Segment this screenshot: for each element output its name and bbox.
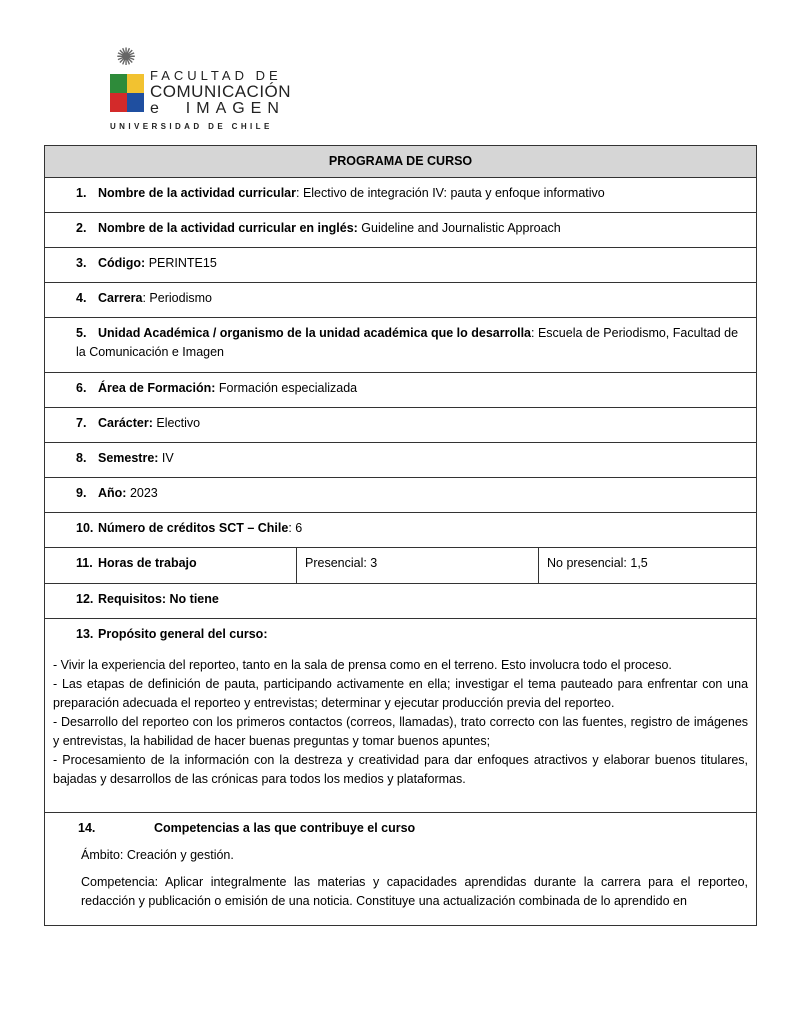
table-row — [45, 478, 757, 513]
table-row — [45, 373, 757, 408]
table-row — [45, 213, 757, 248]
row-value: Electivo — [152, 416, 201, 430]
row-number: 1. — [76, 186, 87, 200]
logo-text-facultad: FACULTAD DE — [150, 68, 282, 83]
row-label: Nombre de la actividad curricular — [98, 186, 296, 200]
row-number: 10. — [76, 521, 94, 535]
table-row — [45, 513, 757, 548]
table-row-competencias — [45, 813, 757, 926]
row-value: : Electivo de integración IV: pauta y enfoque informativo — [296, 186, 605, 200]
logo-text-imagen: e IMAGEN — [150, 100, 285, 117]
row-number: 12. — [76, 592, 94, 606]
row-label: Carácter: — [98, 416, 153, 430]
row-label: Horas de trabajo — [98, 556, 197, 570]
star-emblem-icon: ✺ — [116, 44, 137, 71]
row-label: Semestre: — [98, 451, 159, 465]
row-number: 2. — [76, 221, 87, 235]
row-label: Requisitos: No tiene — [98, 592, 219, 606]
row-label: Competencias a las que contribuye el curso — [154, 821, 416, 835]
row-value: PERINTE15 — [145, 256, 217, 270]
row-value: : Escuela de Periodismo, Facultad de la Comunicación e Imagen — [76, 326, 739, 359]
proposito-item: - Procesamiento de la información con la destreza y creatividad para dar enfoques atractivos y elaborar buenos titulares, bajadas y desarrollos de las crónicas para todos los medios y plataformas. — [53, 753, 749, 786]
row-number: 4. — [76, 291, 87, 305]
proposito-item: - Desarrollo del reporteo con los primeros contactos (correos, llamadas), trato correcto con las fuentes, registro de imágenes y entrevistas, la habilidad de hacer buenas preguntas y tomar buenos apuntes; — [53, 715, 749, 748]
row-value: : Periodismo — [142, 291, 212, 305]
row-value: IV — [158, 451, 174, 465]
row-number: 3. — [76, 256, 87, 270]
table-row-hours — [45, 548, 757, 584]
row-number: 8. — [76, 451, 87, 465]
table-title: PROGRAMA DE CURSO — [45, 146, 757, 178]
row-label: Año: — [98, 486, 127, 500]
row-number: 11. — [76, 556, 93, 570]
row-label: Nombre de la actividad curricular en inglés: — [98, 221, 358, 235]
faculty-logo — [110, 44, 292, 134]
proposito-item: - Las etapas de definición de pauta, participando activamente en ella; investigar el tema pauteado para enfrentar con una preparación adecuada el reporteo y entrevistas; determinar y ejecutar producción previa del reporteo. — [53, 677, 749, 710]
table-row — [45, 443, 757, 478]
ambito-text: Ámbito: Creación y gestión. — [81, 848, 234, 862]
university-crest-icon — [110, 74, 144, 112]
table-row — [45, 178, 757, 213]
competencia-text: Competencia: Aplicar integralmente las materias y capacidades aprendidas durante la carrera para el reporteo, redacción y publicación o emisión de una noticia. Constituye una actualización combinada de lo aprendido en — [81, 875, 749, 908]
presencial-hours: Presencial: 3 — [297, 548, 539, 584]
logo-text-comunicacion: COMUNICACIÓN — [150, 82, 292, 101]
row-number: 13. — [76, 627, 94, 641]
table-row — [45, 283, 757, 318]
row-value: : 6 — [288, 521, 303, 535]
table-row-requisitos — [45, 584, 757, 619]
table-row-proposito — [45, 619, 757, 813]
row-label: Propósito general del curso: — [98, 627, 268, 641]
row-number: 9. — [76, 486, 87, 500]
row-number: 5. — [76, 326, 87, 340]
row-number: 7. — [76, 416, 87, 430]
proposito-item: - Vivir la experiencia del reporteo, tanto en la sala de prensa como en el terreno. Esto involucra todo el proceso. — [53, 658, 672, 672]
row-label: Código: — [98, 256, 146, 270]
no-presencial-hours: No presencial: 1,5 — [539, 548, 757, 584]
row-value: Formación especializada — [215, 381, 358, 395]
row-label: Número de créditos SCT – Chile — [98, 521, 289, 535]
row-label: Unidad Académica / organismo de la unidad académica que lo desarrolla — [98, 326, 532, 340]
table-row — [45, 318, 757, 373]
row-label: Carrera — [98, 291, 143, 305]
course-program-table — [44, 145, 757, 926]
row-label: Área de Formación: — [98, 381, 216, 395]
row-value: 2023 — [126, 486, 158, 500]
row-value: Guideline and Journalistic Approach — [357, 221, 561, 235]
table-row — [45, 248, 757, 283]
row-number: 14. — [78, 821, 96, 835]
logo-text-universidad: UNIVERSIDAD DE CHILE — [110, 122, 273, 131]
row-number: 6. — [76, 381, 87, 395]
table-row — [45, 408, 757, 443]
